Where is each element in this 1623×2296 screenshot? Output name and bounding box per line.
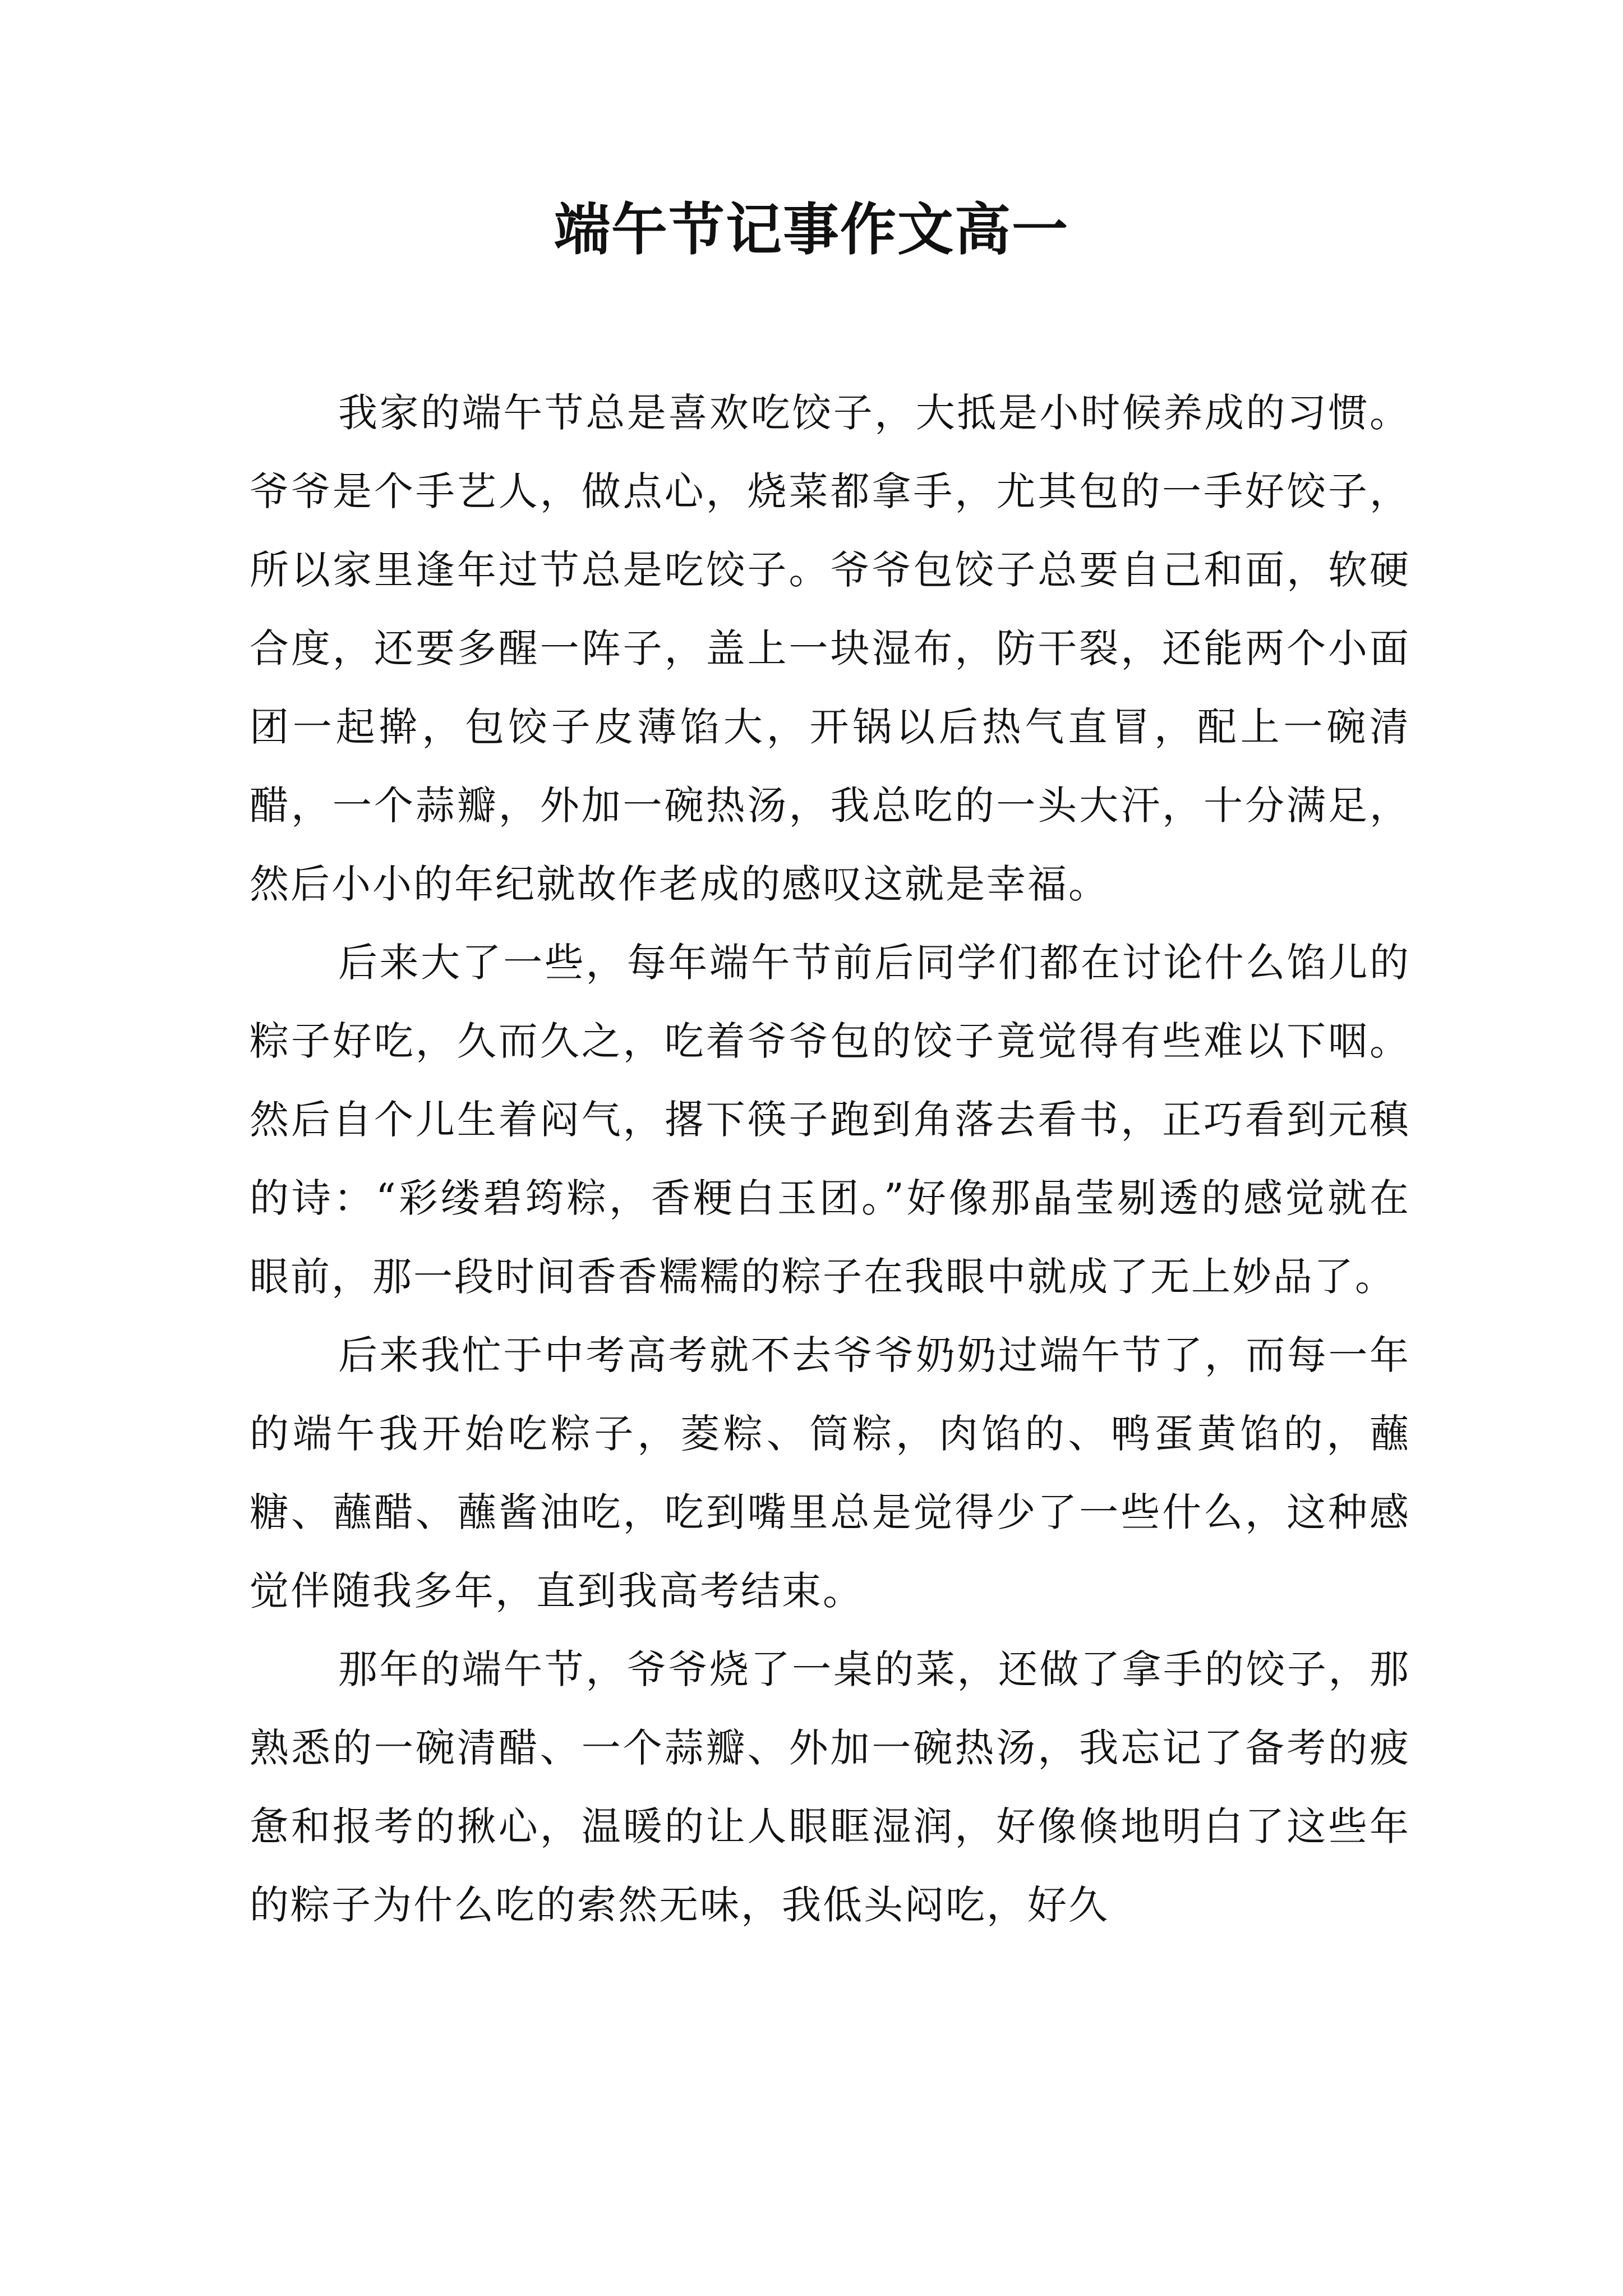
paragraph-4: 那年的端午节，爷爷烧了一桌的菜，还做了拿手的饺子，那熟悉的一碗清醋、一个蒜瓣、外加一碗热汤，我忘记了备考的疲惫和报考的揪心，温暖的让人眼眶湿润，好像倏地明白了这些年的粽子为什么吃的索然无味，我低头闷吃，好久 (250, 1646, 1410, 1928)
paragraph-1: 我家的端午节总是喜欢吃饺子，大抵是小时候养成的习惯。爷爷是个手艺人，做点心，烧菜都拿手，尤其包的一手好饺子，所以家里逢年过节总是吃饺子。爷爷包饺子总要自己和面，软硬合度，还要多醒一阵子，盖上一块湿布，防干裂，还能两个小面团一起擀，包饺子皮薄馅大，开锅以后热气直冒，配上一碗清醋，一个蒜瓣，外加一碗热汤，我总吃的一头大汗，十分满足，然后小小的年纪就故作老成的感叹这就是幸福。 (250, 390, 1410, 907)
document-body (250, 374, 1410, 1944)
paragraph-3: 后来我忙于中考高考就不去爷爷奶奶过端午节了，而每一年的端午我开始吃粽子，菱粽、筒粽，肉馅的、鸭蛋黄馅的，蘸糖、蘸醋、蘸酱油吃，吃到嘴里总是觉得少了一些什么，这种感觉伴随我多年，直到我高考结束。 (250, 1332, 1410, 1614)
paragraph-2: 后来大了一些，每年端午节前后同学们都在讨论什么馅儿的粽子好吃，久而久之，吃着爷爷包的饺子竟觉得有些难以下咽。然后自个儿生着闷气，撂下筷子跑到角落去看书，正巧看到元稹的诗：“彩缕碧筠粽，香粳白玉团。”好像那晶莹剔透的感觉就在眼前，那一段时间香香糯糯的粽子在我眼中就成了无上妙品了。 (250, 940, 1410, 1300)
document-title: 端午节记事作文高一 (554, 197, 1069, 263)
